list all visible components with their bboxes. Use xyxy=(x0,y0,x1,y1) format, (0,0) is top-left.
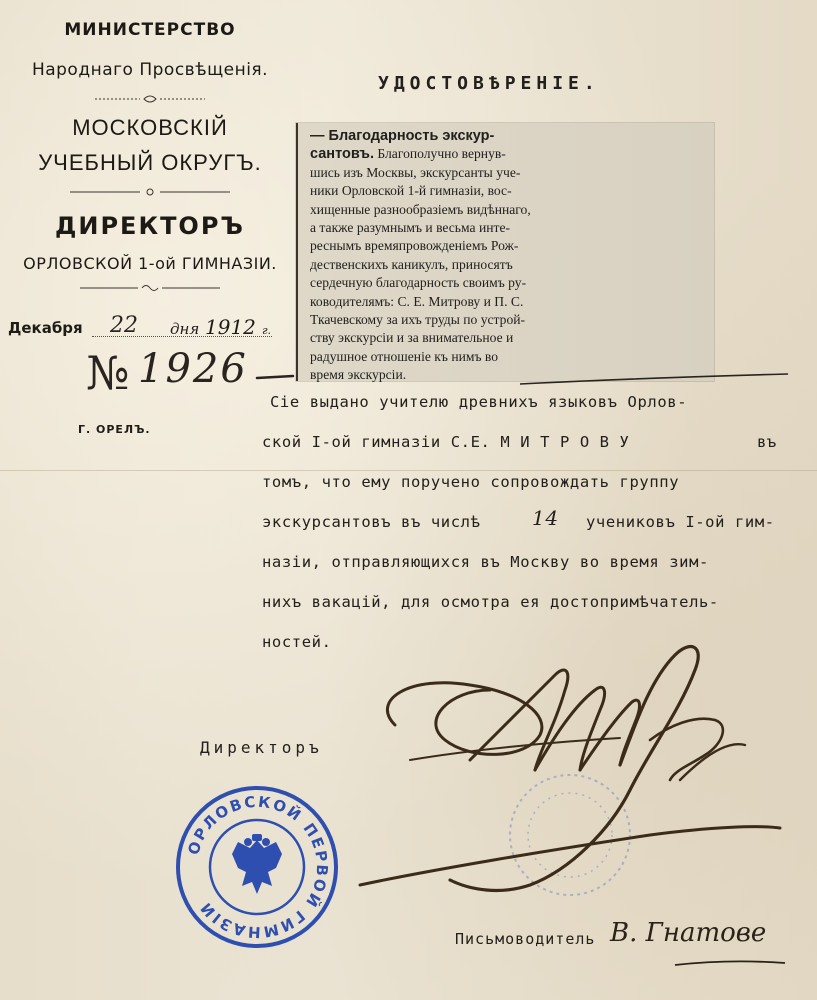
date-day: 22 xyxy=(110,313,138,338)
director-label: Директоръ xyxy=(200,738,323,757)
number-value: 1926 xyxy=(138,346,248,392)
paper-fold xyxy=(0,470,817,471)
number-dash xyxy=(255,372,295,382)
city-label: Г. ОРЕЛЪ. xyxy=(78,423,151,436)
secretary-signature: В. Гнатове xyxy=(610,918,767,948)
body-line-6: нихъ вакацій, для осмотра ея достопримѣчатель- xyxy=(262,593,719,611)
date-dnya: дня xyxy=(170,320,200,338)
stamp-text: ОРЛОВСКОЙ ПЕРВОЙ ГИМНАЗІИ xyxy=(184,792,332,942)
letterhead-school: ОРЛОВСКОЙ 1-ой ГИМНАЗІИ. xyxy=(23,254,277,273)
secretary-label: Письмоводитель xyxy=(455,930,596,948)
clipping-line: время экскурсіи. xyxy=(310,367,407,383)
body-line-4a: экскурсантовъ въ числѣ xyxy=(262,513,481,531)
clipping-line: хищенные разнообразіемъ видѣннаго, xyxy=(310,201,531,217)
newspaper-clipping xyxy=(296,123,714,381)
ornament-divider-icon xyxy=(70,186,230,198)
clipping-line: радушное отношеніе къ нимъ во xyxy=(310,348,499,364)
director-signature-icon xyxy=(350,630,790,920)
clipping-line: сердечную благодарность своимъ ру- xyxy=(310,275,527,291)
double-eagle-icon xyxy=(232,834,282,894)
body-line-4b: учениковъ I-ой гим- xyxy=(586,513,775,531)
clipping-line: ководителямъ: С. Е. Митрову и П. С. xyxy=(310,293,524,309)
letterhead-ministry: МИНИСТЕРСТВО xyxy=(64,20,236,40)
date-g: г. xyxy=(262,324,272,337)
clipping-line: — Благодарность экскур- xyxy=(310,128,495,144)
document-title: УДОСТОВѢРЕНІЕ. xyxy=(378,73,600,94)
number-sign: № xyxy=(86,346,130,400)
clipping-line: ству экскурсіи и за внимательное и xyxy=(310,330,514,346)
ornament-divider-icon xyxy=(80,282,220,294)
school-stamp-icon xyxy=(172,782,342,952)
clipping-line: Ткачевскому за ихъ труды по устрой- xyxy=(310,312,526,328)
body-line-7: ностей. xyxy=(262,633,332,651)
letterhead-ministry-sub: Народнаго Просвѣщенія. xyxy=(31,60,269,80)
clipping-line: а также разумнымъ и весьма инте- xyxy=(310,220,511,236)
body-line-1: Сіе выдано учителю древнихъ языковъ Орлов- xyxy=(270,393,688,411)
body-line-2: ской I-ой гимназіи С.Е. М И Т Р О В У xyxy=(262,433,630,451)
date-year: 1912 xyxy=(205,315,256,339)
date-month: Декабря xyxy=(8,319,83,337)
clipping-edge xyxy=(296,123,298,381)
clipping-line: дественскихъ каникулъ, приносятъ xyxy=(310,256,513,272)
clipping-line: реснымъ времяпровожденіемъ Рож- xyxy=(310,238,519,254)
clipping-text xyxy=(310,127,610,385)
clipping-line: сантовъ. Благополучно вернув- xyxy=(310,146,506,163)
body-line-5: назіи, отправляющихся въ Москву во время зим- xyxy=(262,553,709,571)
body-line-2b: въ xyxy=(757,433,777,451)
body-handwritten-count: 14 xyxy=(532,506,559,530)
secretary-signature-underline xyxy=(670,955,790,975)
clipping-line: ники Орловской 1-й гимназіи, вос- xyxy=(310,183,512,199)
ornament-divider-icon xyxy=(95,93,205,105)
letterhead-district-1: МОСКОВСКІЙ xyxy=(72,115,228,140)
body-line-3: томъ, что ему поручено сопровождать группу xyxy=(262,473,680,491)
clipping-underline xyxy=(520,370,790,390)
letterhead-director: ДИРЕКТОРЪ xyxy=(55,212,245,240)
letterhead-district-2: УЧЕБНЫЙ ОКРУГЪ. xyxy=(38,150,262,175)
clipping-line: шись изъ Москвы, экскурсанты уче- xyxy=(310,164,521,180)
